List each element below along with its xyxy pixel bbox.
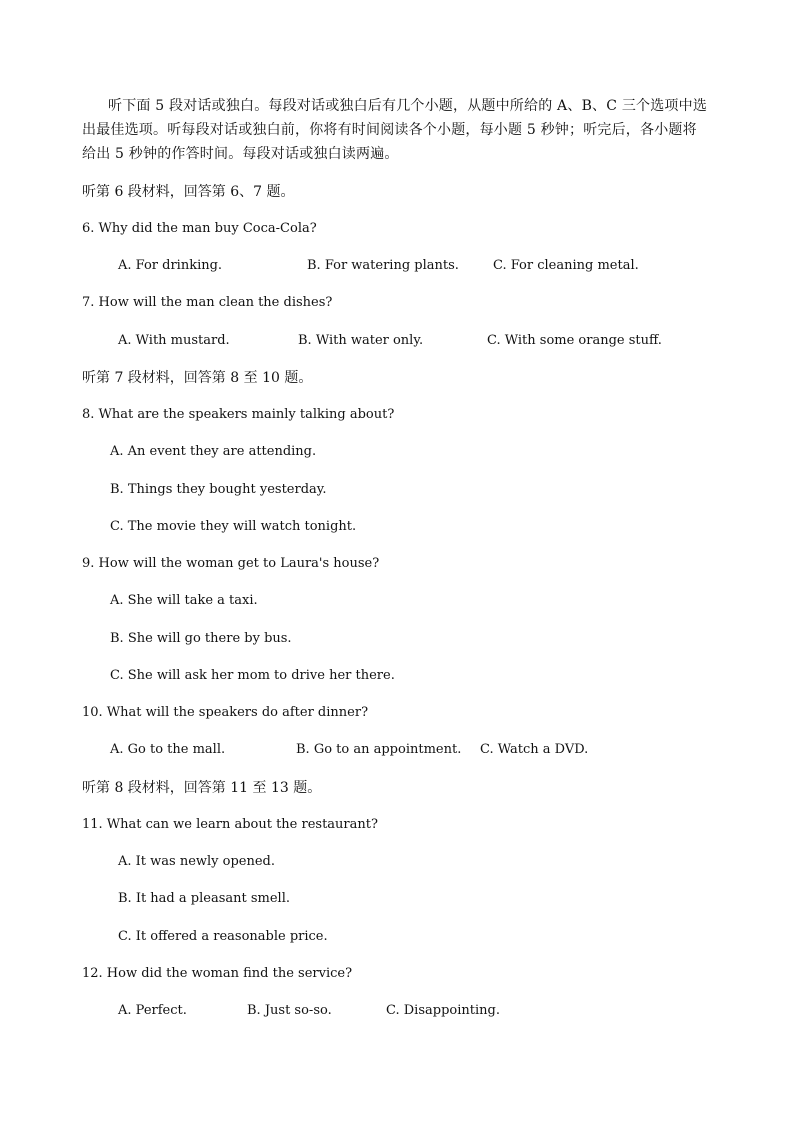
question-9-option-a: A. She will take a taxi.	[110, 593, 258, 608]
question-11-option-a: A. It was newly opened.	[118, 854, 276, 869]
question-8: 8. What are the speakers mainly talking about?	[82, 407, 395, 422]
question-10-option-b: B. Go to an appointment.	[296, 742, 462, 757]
question-12: 12. How did the woman find the service?	[82, 966, 353, 981]
question-8-option-a: A. An event they are attending.	[110, 444, 317, 459]
question-6: 6. Why did the man buy Coca-Cola?	[82, 221, 317, 236]
question-10-option-a: A. Go to the mall.	[110, 742, 226, 757]
instructions-line-3: 给出 5 秒钟的作答时间。每段对话或独白读两遍。	[82, 146, 399, 162]
section-header-6: 听第 6 段材料，回答第 6、7 题。	[82, 184, 295, 200]
question-11-option-b: B. It had a pleasant smell.	[118, 891, 290, 906]
question-6-option-b: B. For watering plants.	[307, 258, 459, 273]
question-7-option-a: A. With mustard.	[118, 333, 230, 348]
question-12-option-b: B. Just so-so.	[247, 1003, 332, 1018]
question-7-option-c: C. With some orange stuff.	[487, 333, 662, 348]
instructions-line-1: 听下面 5 段对话或独白。每段对话或独白后有几个小题，从题中所给的 A、B、C 三个选项中选	[108, 98, 708, 114]
question-12-option-c: C. Disappointing.	[386, 1003, 500, 1018]
question-8-option-c: C. The movie they will watch tonight.	[110, 519, 357, 534]
question-6-option-c: C. For cleaning metal.	[493, 258, 639, 273]
question-6-option-a: A. For drinking.	[118, 258, 223, 273]
question-9-option-c: C. She will ask her mom to drive her there.	[110, 668, 395, 683]
question-10: 10. What will the speakers do after dinner?	[82, 705, 369, 720]
section-header-8: 听第 8 段材料，回答第 11 至 13 题。	[82, 780, 322, 796]
question-7-option-b: B. With water only.	[298, 333, 424, 348]
question-11: 11. What can we learn about the restaurant?	[82, 817, 378, 832]
question-12-option-a: A. Perfect.	[118, 1003, 187, 1018]
question-7: 7. How will the man clean the dishes?	[82, 295, 333, 310]
question-8-option-b: B. Things they bought yesterday.	[110, 482, 327, 497]
question-9-option-b: B. She will go there by bus.	[110, 631, 292, 646]
question-10-option-c: C. Watch a DVD.	[480, 742, 589, 757]
instructions-line-2: 出最佳选项。听每段对话或独白前，你将有时间阅读各个小题，每小题 5 秒钟；听完后，各小题将	[82, 122, 697, 138]
question-9: 9. How will the woman get to Laura's house?	[82, 556, 380, 571]
question-11-option-c: C. It offered a reasonable price.	[118, 929, 328, 944]
section-header-7: 听第 7 段材料，回答第 8 至 10 题。	[82, 370, 313, 386]
